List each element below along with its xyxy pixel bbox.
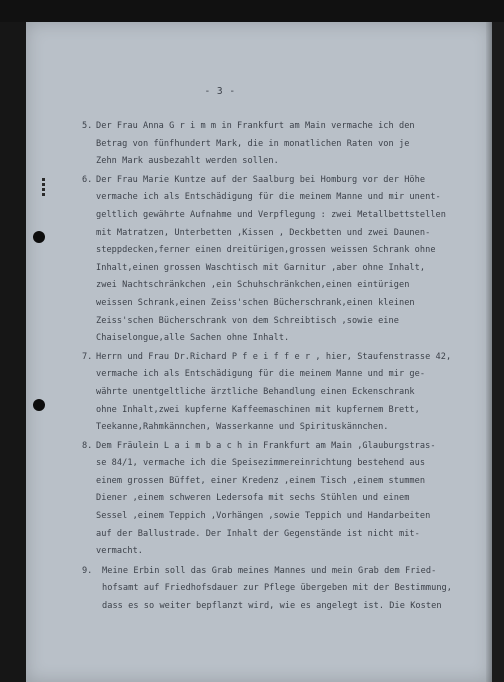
- item-number: 7.: [82, 351, 93, 362]
- item-text-line: Dem Fräulein L a i m b a c h in Frankfurt am Main ,Glauburgstras-: [96, 440, 436, 451]
- item-text-line: Sessel ,einem Teppich ,Vorhängen ,sowie Teppich und Handarbeiten: [96, 511, 431, 522]
- item-text-line: Zeiss'schen Bücherschrank von dem Schreibtisch ,sowie eine: [96, 315, 399, 326]
- margin-ink-mark: [42, 178, 45, 196]
- punch-hole-top: [33, 231, 45, 243]
- bequest-item-8: [82, 438, 477, 561]
- item-number: 5.: [82, 121, 93, 131]
- item-text-line: Herrn und Frau Dr.Richard P f e i f f e r , hier, Staufenstrasse 42,: [96, 351, 452, 362]
- item-text-line: hofsamt auf Friedhofsdauer zur Pflege übergeben mit der Bestimmung,: [102, 583, 452, 594]
- item-text-line: vermacht.: [96, 546, 144, 557]
- item-text-line: se 84/1, vermache ich die Speisezimmereinrichtung bestehend aus: [96, 458, 426, 469]
- item-text-line: dass es so weiter bepflanzt wird, wie es angelegt ist. Die Kosten: [102, 601, 442, 612]
- item-text-line: weissen Schrank,einen Zeiss'schen Bücherschrank,einen kleinen: [96, 297, 415, 308]
- item-text-line: mit Matratzen, Unterbetten ,Kissen , Deckbetten und zwei Daunen-: [96, 227, 431, 238]
- item-number: 8.: [82, 440, 93, 451]
- item-text-line: Teekanne,Rahmkännchen, Wasserkanne und Spirituskännchen.: [96, 422, 389, 433]
- item-text-line: Der Frau Anna G r i m m in Frankfurt am Main vermache ich den: [96, 121, 415, 131]
- bequest-list: [82, 118, 477, 616]
- punch-hole-bottom: [33, 399, 45, 411]
- item-number: 6.: [82, 174, 93, 185]
- scan-background-right: [492, 22, 504, 682]
- item-number: 9.: [82, 565, 93, 576]
- item-text-line: ohne Inhalt,zwei kupferne Kaffeemaschinen mit kupfernem Brett,: [96, 404, 420, 415]
- item-text-line: auf der Ballustrade. Der Inhalt der Gegenstände ist nicht mit-: [96, 528, 420, 539]
- item-text-line: Betrag von fünfhundert Mark, die in monatlichen Raten von je: [96, 138, 410, 149]
- item-text-line: steppdecken,ferner einen dreitürigen,grossen weissen Schrank ohne: [96, 245, 436, 256]
- item-text-line: vermache ich als Entschädigung für die meinem Manne und mir ge-: [96, 369, 426, 380]
- bequest-item-9: [82, 563, 477, 616]
- item-text-line: vermache ich als Entschädigung für die meinem Manne und mir unent-: [96, 192, 441, 203]
- item-text-line: Diener ,einem schweren Ledersofa mit sechs Stühlen und einem: [96, 493, 410, 504]
- item-text-line: Der Frau Marie Kuntze auf der Saalburg bei Homburg vor der Höhe: [96, 174, 426, 185]
- scan-background-top: [0, 0, 504, 22]
- item-text-line: Zehn Mark ausbezahlt werden sollen.: [96, 156, 279, 167]
- page-number: - 3 -: [204, 86, 236, 97]
- item-text-line: Inhalt,einen grossen Waschtisch mit Garnitur ,aber ohne Inhalt,: [96, 262, 426, 273]
- item-text-line: einem grossen Büffet, einer Kredenz ,einem Tisch ,einem stummen: [96, 475, 426, 486]
- bequest-item-7: [82, 349, 477, 437]
- bequest-item-5: [82, 118, 477, 171]
- item-text-line: Chaiselongue,alle Sachen ohne Inhalt.: [96, 333, 290, 344]
- item-text-line: währte unentgeltliche ärztliche Behandlung einen Eckenschrank: [96, 386, 415, 397]
- item-text-line: Meine Erbin soll das Grab meines Mannes und mein Grab dem Fried-: [102, 565, 437, 576]
- bequest-item-6: [82, 172, 477, 348]
- item-text-line: geltlich gewährte Aufnahme und Verpflegung : zwei Metallbettstellen: [96, 209, 446, 220]
- item-text-line: zwei Nachtschränkchen ,ein Schuhschränkchen,einen eintürigen: [96, 280, 410, 291]
